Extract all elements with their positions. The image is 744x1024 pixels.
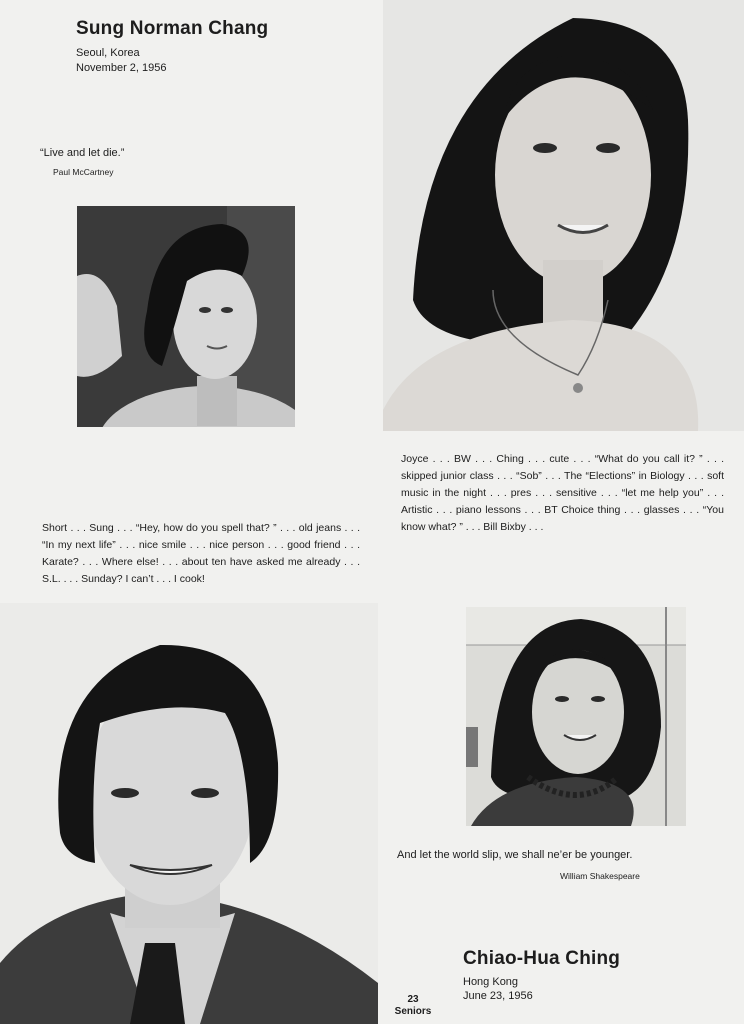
photo-chiao-hua-candid xyxy=(466,607,686,826)
birthplace-chiao-hua: Hong Kong xyxy=(463,976,519,988)
photo-sung-candid xyxy=(77,206,295,427)
birthdate-chiao-hua: June 23, 1956 xyxy=(463,990,533,1002)
quote-author-sung: Paul McCartney xyxy=(53,167,114,177)
page-folio xyxy=(393,994,433,1018)
birthplace-sung: Seoul, Korea xyxy=(76,47,140,59)
section-label: Seniors xyxy=(394,1006,432,1017)
quote-sung: “Live and let die.” xyxy=(40,147,125,159)
photo-chiao-hua-portrait xyxy=(383,0,744,431)
quote-chiao-hua: And let the world slip, we shall ne’er be younger. xyxy=(397,849,633,861)
page-number: 23 xyxy=(407,994,419,1005)
birthdate-sung: November 2, 1956 xyxy=(76,62,167,74)
bio-chiao-hua: Joyce . . . BW . . . Ching . . . cute . . . “What do you call it? ” . . . skipped junior class . . . “Sob” . . . The “Elections” in Biology . . . soft music in the night . . . pres . . . sensitive . . . “let me help you” . . . Artistic . . . piano lessons . . . BT Choice thing . . . glasses . . . “You know what? ” . . . Bill Bixby . . . xyxy=(401,453,724,533)
student-name-chiao-hua: Chiao-Hua Ching xyxy=(463,948,621,969)
photo-sung-portrait xyxy=(0,603,378,1024)
student-name-sung: Sung Norman Chang xyxy=(76,18,269,39)
bio-sung: Short . . . Sung . . . “Hey, how do you spell that? ” . . . old jeans . . . “In my next life” . . . nice smile . . . nice person . . . good friend . . . Karate? . . . Where else! . . . about ten have asked me already . . . S.L. . . . Sunday? I can’t . . . I cook! xyxy=(42,522,360,585)
quote-author-chiao-hua: William Shakespeare xyxy=(560,871,640,881)
